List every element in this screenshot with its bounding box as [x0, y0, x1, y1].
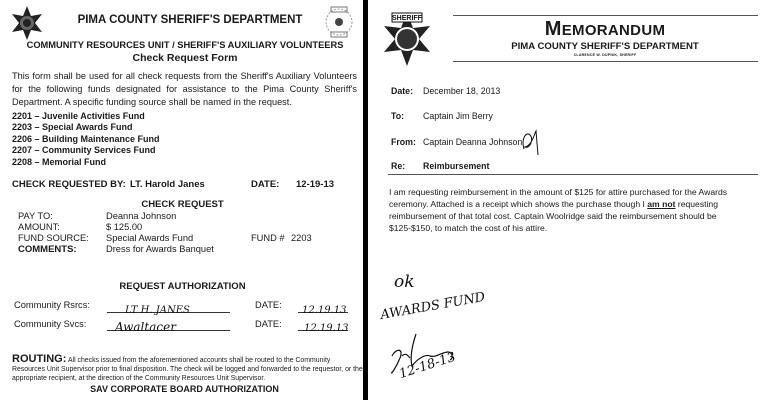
form-department: PIMA COUNTY SHERIFF'S DEPARTMENT — [77, 14, 303, 26]
auth-date-svcs: 12.19.13 — [304, 323, 349, 334]
pay-to-value: Deanna Johnson — [106, 211, 177, 221]
memo-body-emphasis: am not — [647, 199, 676, 209]
request-date-label: DATE: — [251, 179, 280, 190]
routing-paragraph — [12, 355, 364, 383]
auth-date-label: DATE: — [255, 319, 282, 329]
memo-title-initial: M — [544, 18, 562, 40]
signature-svcs: Awaltacer — [115, 320, 176, 334]
auth-date-label: DATE: — [255, 300, 282, 310]
requested-by-label: CHECK REQUESTED BY: — [12, 179, 126, 190]
fund-item: 2208 – Memorial Fund — [12, 156, 107, 167]
fund-item: 2206 – Building Maintenance Fund — [12, 133, 160, 144]
fund-list — [12, 111, 160, 168]
header-rule-bottom — [453, 61, 758, 62]
auth-label-rsrcs: Community Rsrcs: — [14, 300, 90, 310]
signature-line — [107, 300, 230, 316]
routing-text: All checks issued from the aforementioned accounts shall be routed to the Community Resources Unit Supervisor prior to final disposition. The check will be logged and forwarded to the requestor, or the appropriate recipient, at the direction of the Community Resources Unit Supervisor. — [12, 357, 363, 382]
fund-number-label: FUND # — [251, 233, 285, 243]
memo-title-rest: EMORANDUM — [561, 22, 666, 39]
memo-sheriff-line: CLARENCE W. DUPNIK, SHERIFF — [573, 53, 637, 57]
memo-re-value: Reimbursement — [423, 161, 490, 171]
form-intro: This form shall be used for all check requests from the Sheriff's Auxiliary Volunteers for the following funds designated for assistance to the Pima County Sheriff's Department. A specific funding source shall be named in the request. — [12, 71, 357, 107]
memo-body — [389, 186, 749, 234]
handwritten-date: 12-18-13 — [397, 349, 458, 382]
fund-item: 2203 – Special Awards Fund — [12, 122, 133, 133]
badge-text: SHERIFF — [392, 15, 422, 22]
fund-source-label: FUND SOURCE: — [18, 233, 89, 243]
memo-header-rule — [388, 174, 758, 175]
auth-label-svcs: Community Svcs: — [14, 319, 87, 329]
memo-title — [455, 18, 755, 41]
memo-date-label: Date: — [391, 86, 413, 96]
memo-to-label: To: — [391, 111, 405, 121]
fund-item: 2201 – Juvenile Activities Fund — [12, 111, 145, 121]
handwritten-fund-note: AWARDS FUND — [379, 289, 487, 323]
memo-from-value: Captain Deanna Johnson — [423, 137, 523, 147]
form-title: Check Request Form — [132, 52, 238, 64]
memo-re-label: Re: — [391, 161, 406, 171]
authorization-heading: REQUEST AUTHORIZATION — [119, 281, 246, 292]
comments-value: Dress for Awards Banquet — [106, 244, 214, 254]
amount-value: $ 125.00 — [106, 222, 143, 232]
amount-label: AMOUNT: — [18, 222, 60, 232]
auth-date-rsrcs: 12.19.13 — [302, 305, 347, 316]
sheriff-star-icon — [8, 4, 46, 42]
signature-line — [107, 318, 230, 334]
memo-body-text: requesting reimbursement of that total cost. Captain Woolridge said the reimbursement should be $125-$150, to match the cost of his attire. — [389, 199, 718, 233]
routing-label: ROUTING: — [12, 353, 67, 365]
memo-from-label: From: — [391, 137, 416, 147]
handwritten-ok: ok — [394, 272, 415, 292]
auxiliary-seal-icon — [322, 4, 356, 40]
pay-to-label: PAY TO: — [18, 211, 53, 221]
signature-rsrcs: LT H. JANES — [125, 305, 190, 316]
fund-source-value: Special Awards Fund — [106, 233, 194, 243]
request-date-value: 12-19-13 — [296, 179, 335, 190]
fund-number-value: 2203 — [291, 233, 312, 243]
comments-label: COMMENTS: — [18, 244, 77, 255]
sheriff-badge-icon — [376, 6, 438, 72]
form-unit: COMMUNITY RESOURCES UNIT / SHERIFF'S AUXILIARY VOLUNTEERS — [26, 40, 344, 50]
document-divider — [363, 0, 368, 400]
memo-department: PIMA COUNTY SHERIFF'S DEPARTMENT — [511, 41, 699, 52]
memo-date-value: December 18, 2013 — [423, 86, 501, 96]
date-line — [298, 300, 348, 316]
memo-to-value: Captain Jim Berry — [423, 111, 493, 121]
initials-signature — [520, 125, 542, 157]
form-footer: SAV CORPORATE BOARD AUTHORIZATION — [90, 384, 279, 394]
header-rule-top — [453, 15, 758, 16]
date-line — [298, 318, 349, 334]
fund-item: 2207 – Community Services Fund — [12, 145, 156, 156]
memo-body-text: I am requesting reimbursement in the amount of $125 for attire purchased for the Awards ceremony. Attached is a receipt which shows the purchase though I — [389, 187, 728, 209]
requested-by-value: LT. Harold Janes — [130, 179, 205, 190]
check-request-heading: CHECK REQUEST — [141, 199, 224, 210]
